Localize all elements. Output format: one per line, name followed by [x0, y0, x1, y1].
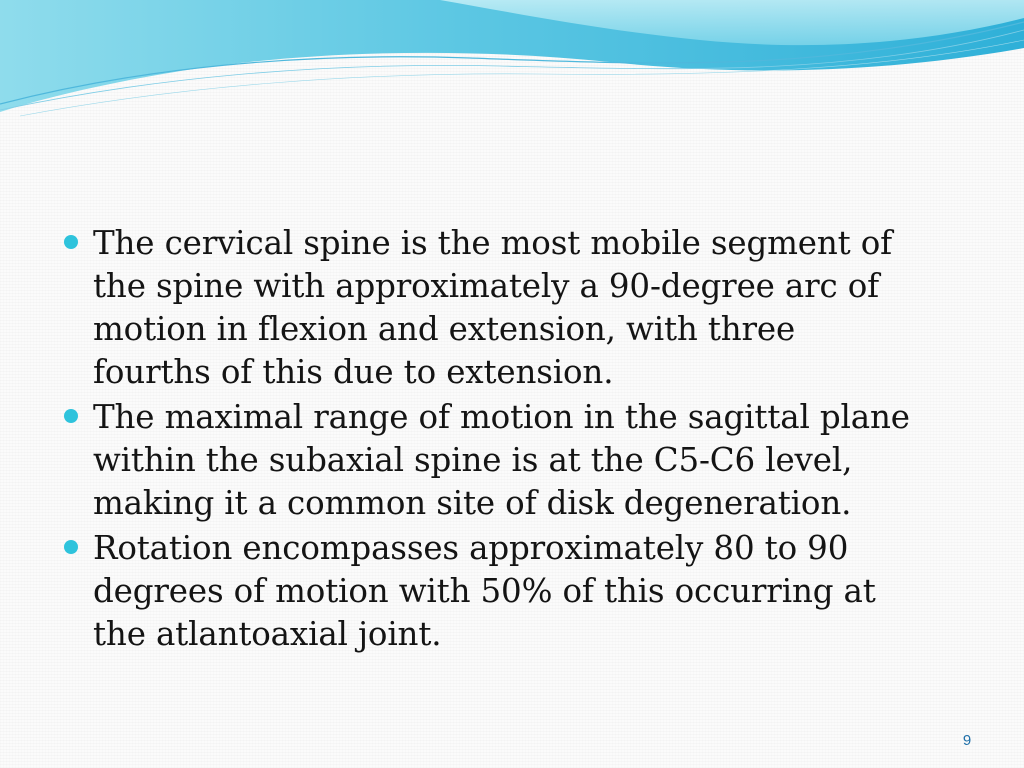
bullet-text: The cervical spine is the most mobile segment of the spine with approximately a 90-degree arc of motion in flexion and extension, with three fourths of this due to extension. — [93, 224, 893, 391]
bullet-item — [60, 396, 960, 525]
bullet-dot-icon — [64, 235, 78, 249]
bullet-item — [60, 527, 960, 656]
slide-number: 9 — [962, 732, 972, 749]
header-wave-decoration — [0, 0, 1024, 130]
bullet-text: Rotation encompasses approximately 80 to 90 degrees of motion with 50% of this occurring at the atlantoaxial joint. — [93, 529, 876, 653]
bullet-dot-icon — [64, 540, 78, 554]
slide-body — [60, 222, 960, 658]
bullet-dot-icon — [64, 409, 78, 423]
bullet-item — [60, 222, 960, 394]
bullet-text: The maximal range of motion in the sagittal plane within the subaxial spine is at the C5-C6 level, making it a common site of disk degeneration. — [93, 398, 910, 522]
bullet-list — [60, 222, 960, 656]
